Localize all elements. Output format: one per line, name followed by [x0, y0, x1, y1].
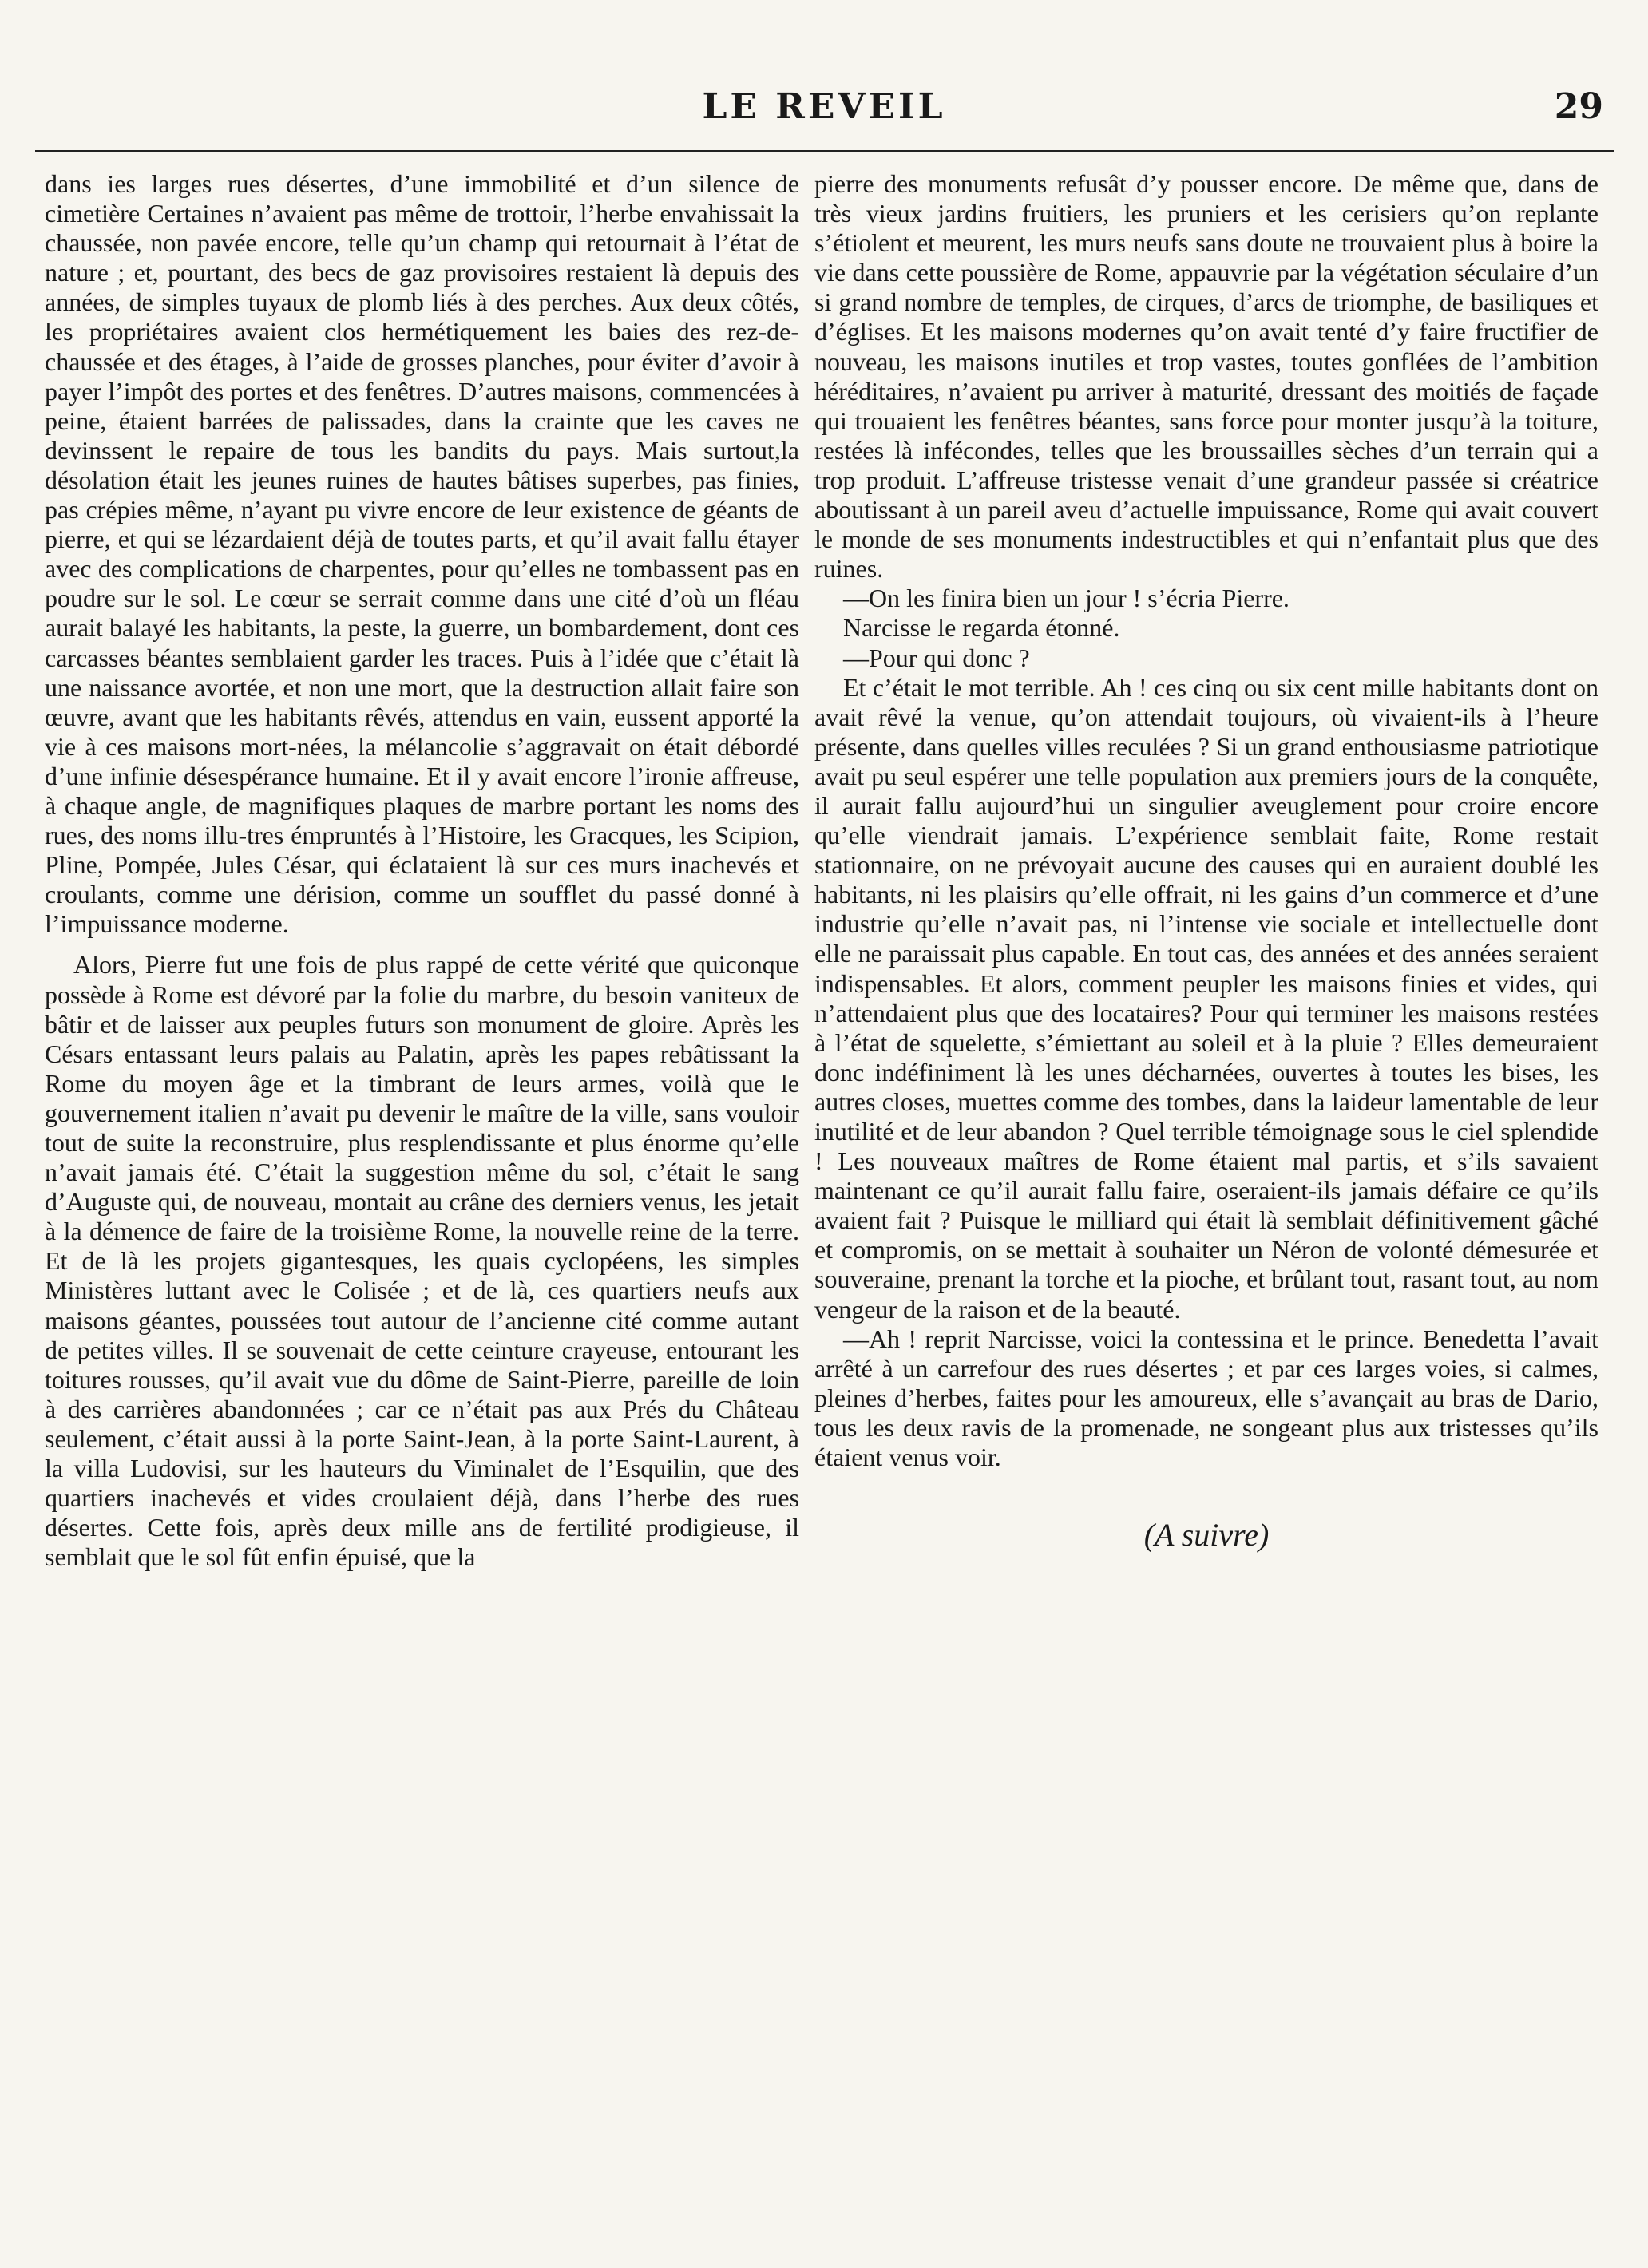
right-paragraph-6: —Ah ! reprit Narcisse, voici la contessina et le prince. Benedetta l’avait arrêté à un carrefour des rues désertes ; et par ces larges voies, si calmes, pleines d’herbes, faites pour les amoureux, elle s’avançait au bras de Dario, tous les deux ravis de la promenade, ne songeant plus aux tristesses qu’ils étaient venus voir.	[814, 1324, 1598, 1472]
continuation-note: (A suivre)	[1143, 1517, 1270, 1554]
right-paragraph-5: Et c’était le mot terrible. Ah ! ces cinq ou six cent mille habitants dont on avait rêvé la venue, qu’on attendait toujours, où vivaient-ils à l’heure présente, dans quelles villes reculées ? Si un grand enthousiasme patriotique avait pu seul espérer une telle population aux premiers jours de la conquête, il aurait fallu aujourd’hui un singulier aveuglement pour croire encore qu’elle viendrait jamais. L’expérience semblait faite, Rome restait stationnaire, on ne prévoyait aucune des causes qui en auraient doublé les habitants, ni les plaisirs qu’elle offrait, ni les gains d’un commerce et d’une industrie qu’elle n’avait pas, ni l’intense vie sociale et intellectuelle dont elle ne paraissait plus capable. En tout cas, des années et des années seraient indispensables. Et alors, comment peupler les maisons finies et vides, qui n’attendaient plus que des locataires? Pour qui terminer les maisons restées à l’état de squelette, s’émiettant au soleil et à la pluie ? Elles demeuraient donc indéfiniment là les unes décharnées, ouvertes à toutes les bises, les autres closes, muettes comme des tombes, dans la laideur lamentable de leur inutilité et de leur abandon ? Quel terrible témoignage sous le ciel splendide ! Les nouveaux maîtres de Rome étaient mal partis, et s’ils savaient maintenant ce qu’il aurait fallu faire, oseraient-ils jamais défaire ce qu’ils avaient fait ? Puisque le milliard qui était là semblait définitivement gâché et compromis, on se mettait à souhaiter un Néron de volonté démesurée et souveraine, prenant la torche et la pioche, et brûlant tout, rasant tout, au nom vengeur de la raison et de la beauté.	[814, 672, 1598, 1324]
header-rule	[35, 150, 1614, 152]
right-paragraph-4: —Pour qui donc ?	[843, 643, 1030, 672]
right-paragraph-2: —On les finira bien un jour ! s’écria Pierre.	[843, 584, 1289, 613]
left-paragraph-2: Alors, Pierre fut une fois de plus rappé de cette vérité que quiconque possède à Rome est dévoré par la folie du marbre, du besoin vaniteux de bâtir et de laisser aux peuples futurs son monument de gloire. Après les Césars entassant leurs palais au Palatin, après les papes rebâtissant la Rome du moyen âge et la timbrant de leurs armes, voilà que le gouvernement italien n’avait pu devenir le maître de la ville, sans vouloir tout de suite la reconstruire, plus resplendissante et plus énorme qu’elle n’avait jamais été. C’était la suggestion même du sol, c’était le sang d’Auguste qui, de nouveau, montait au crâne des derniers venus, les jetait à la démence de faire de la troisième Rome, la nouvelle reine de la terre. Et de là les projets gigantesques, les quais cyclopéens, les simples Ministères luttant avec le Colisée ; et de là, ces quartiers neufs aux maisons géantes, poussées tout autour de l’ancienne cité comme autant de petites villes. Il se souvenait de cette ceinture crayeuse, entourant les toitures rousses, qu’il avait vue du dôme de Saint-Pierre, pareille de loin à des carrières abandonnées ; car ce n’était pas aux Prés du Château seulement, c’était aussi à la porte Saint-Jean, à la porte Saint-Laurent, à la villa Ludovisi, sur les hauteurs du Viminalet de l’Esquilin, que des quartiers inachevés et vides croulaient déjà, dans l’herbe des rues désertes. Cette fois, après deux mille ans de fertilité prodigieuse, il semblait que le sol fût enfin épuisé, que la	[45, 950, 799, 1572]
right-paragraph-3: Narcisse le regarda étonné.	[843, 613, 1120, 643]
left-paragraph-1: dans ies larges rues désertes, d’une immobilité et d’un silence de cimetière Certaines n’avaient pas même de trottoir, l’herbe envahissait la chaussée, non pavée encore, telle qu’un champ qui retournait à l’état de nature ; et, pourtant, des becs de gaz provisoires restaient là depuis des années, de simples tuyaux de plomb liés à des perches. Aux deux côtés, les propriétaires avaient clos hermétiquement les baies des rez-de-chaussée et des étages, à l’aide de grosses planches, pour éviter d’avoir à payer l’impôt des portes et des fenêtres. D’autres maisons, commencées à peine, étaient barrées de palissades, dans la crainte que les caves ne devinssent le repaire de tous les bandits du pays. Mais surtout,la désolation était les jeunes ruines de hautes bâtises superbes, pas finies, pas crépies même, n’ayant pu vivre encore de leur existence de géants de pierre, et qui se lézardaient déjà de toutes parts, et qu’il avait fallu étayer avec des complications de charpentes, pour qu’elles ne tombassent pas en poudre sur le sol. Le cœur se serrait comme dans une cité d’où un fléau aurait balayé les habitants, la peste, la guerre, un bombardement, dont ces carcasses béantes semblaient garder les traces. Puis à l’idée que c’était là une naissance avortée, et non une mort, que la destruction allait faire son œuvre, avant que les habitants rêvés, attendus en vain, eussent apporté la vie à ces maisons mort-nées, la mélancolie s’aggravait on était débordé d’une infinie désespérance humaine. Et il y avait encore l’ironie affreuse, à chaque angle, de magnifiques plaques de marbre portant les noms des rues, des noms illu-tres émpruntés à l’Histoire, les Gracques, les Scipion, Pline, Pompée, Jules César, qui éclataient là sur ces murs inachevés et croulants, comme une dérision, comme un soufflet du passé donné à l’impuissance moderne.	[45, 169, 799, 939]
page-number: 29	[1554, 86, 1603, 127]
right-paragraph-1: pierre des monuments refusât d’y pousser encore. De même que, dans de très vieux jardins fruitiers, les pruniers et les cerisiers qu’on replante s’étiolent et meurent, les murs neufs sans doute ne trouvaient plus à boire la vie dans cette poussière de Rome, appauvrie par la végétation séculaire d’un si grand nombre de temples, de cirques, d’arcs de triomphe, de basiliques et d’églises. Et les maisons modernes qu’on avait tenté d’y faire fructifier de nouveau, les maisons inutiles et trop vastes, toutes gonflées de l’ambition héréditaires, n’avaient pu arriver à maturité, dressant des moitiés de façade qui trouaient les fenêtres béantes, sans force pour monter jusqu’à la toiture, restées là infécondes, telles que les broussailles sèches d’un terrain qui a trop produit. L’affreuse tristesse venait d’une grandeur passée si créatrice aboutissant à un pareil aveu d’actuelle impuissance, Rome qui avait couvert le monde de ses monuments indestructibles et qui n’enfantait plus que des ruines.	[814, 169, 1598, 584]
right-text-column	[814, 169, 1598, 2245]
left-text-column	[45, 169, 799, 2245]
page-header-title: LE REVEIL	[702, 86, 946, 127]
